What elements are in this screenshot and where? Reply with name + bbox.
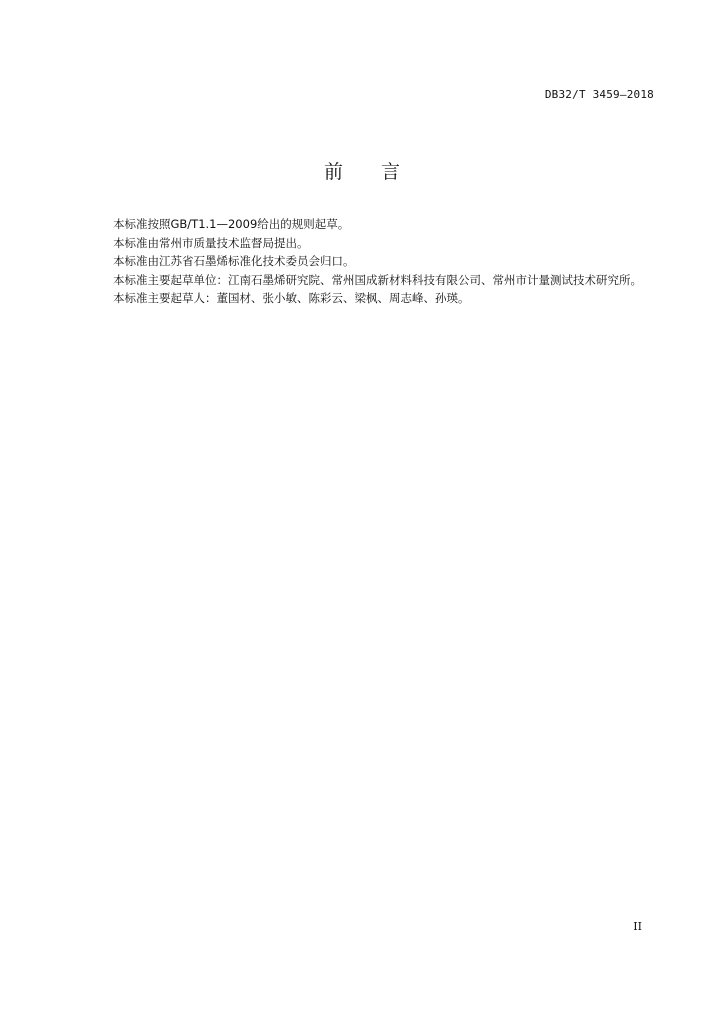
foreword-body [83, 215, 658, 308]
paragraph-drafting-units: 本标准主要起草单位：江南石墨烯研究院、常州国成新材料科技有限公司、常州市计量测试技术研究所。 [113, 272, 642, 287]
paragraph-drafters: 本标准主要起草人：董国材、张小敏、陈彩云、梁枫、周志峰、孙瑛。 [113, 291, 470, 305]
paragraph-proposer: 本标准由常州市质量技术监督局提出。 [113, 235, 309, 250]
standard-code: DB32/T 3459—2018 [544, 88, 654, 101]
page-number: II [633, 920, 642, 933]
paragraph-drafting-rules: 本标准按照GB/T1.1—2009给出的规则起草。 [113, 217, 350, 231]
page-title: 前 言 [323, 161, 400, 183]
paragraph-technical-committee: 本标准由江苏省石墨烯标准化技术委员会归口。 [113, 254, 355, 268]
